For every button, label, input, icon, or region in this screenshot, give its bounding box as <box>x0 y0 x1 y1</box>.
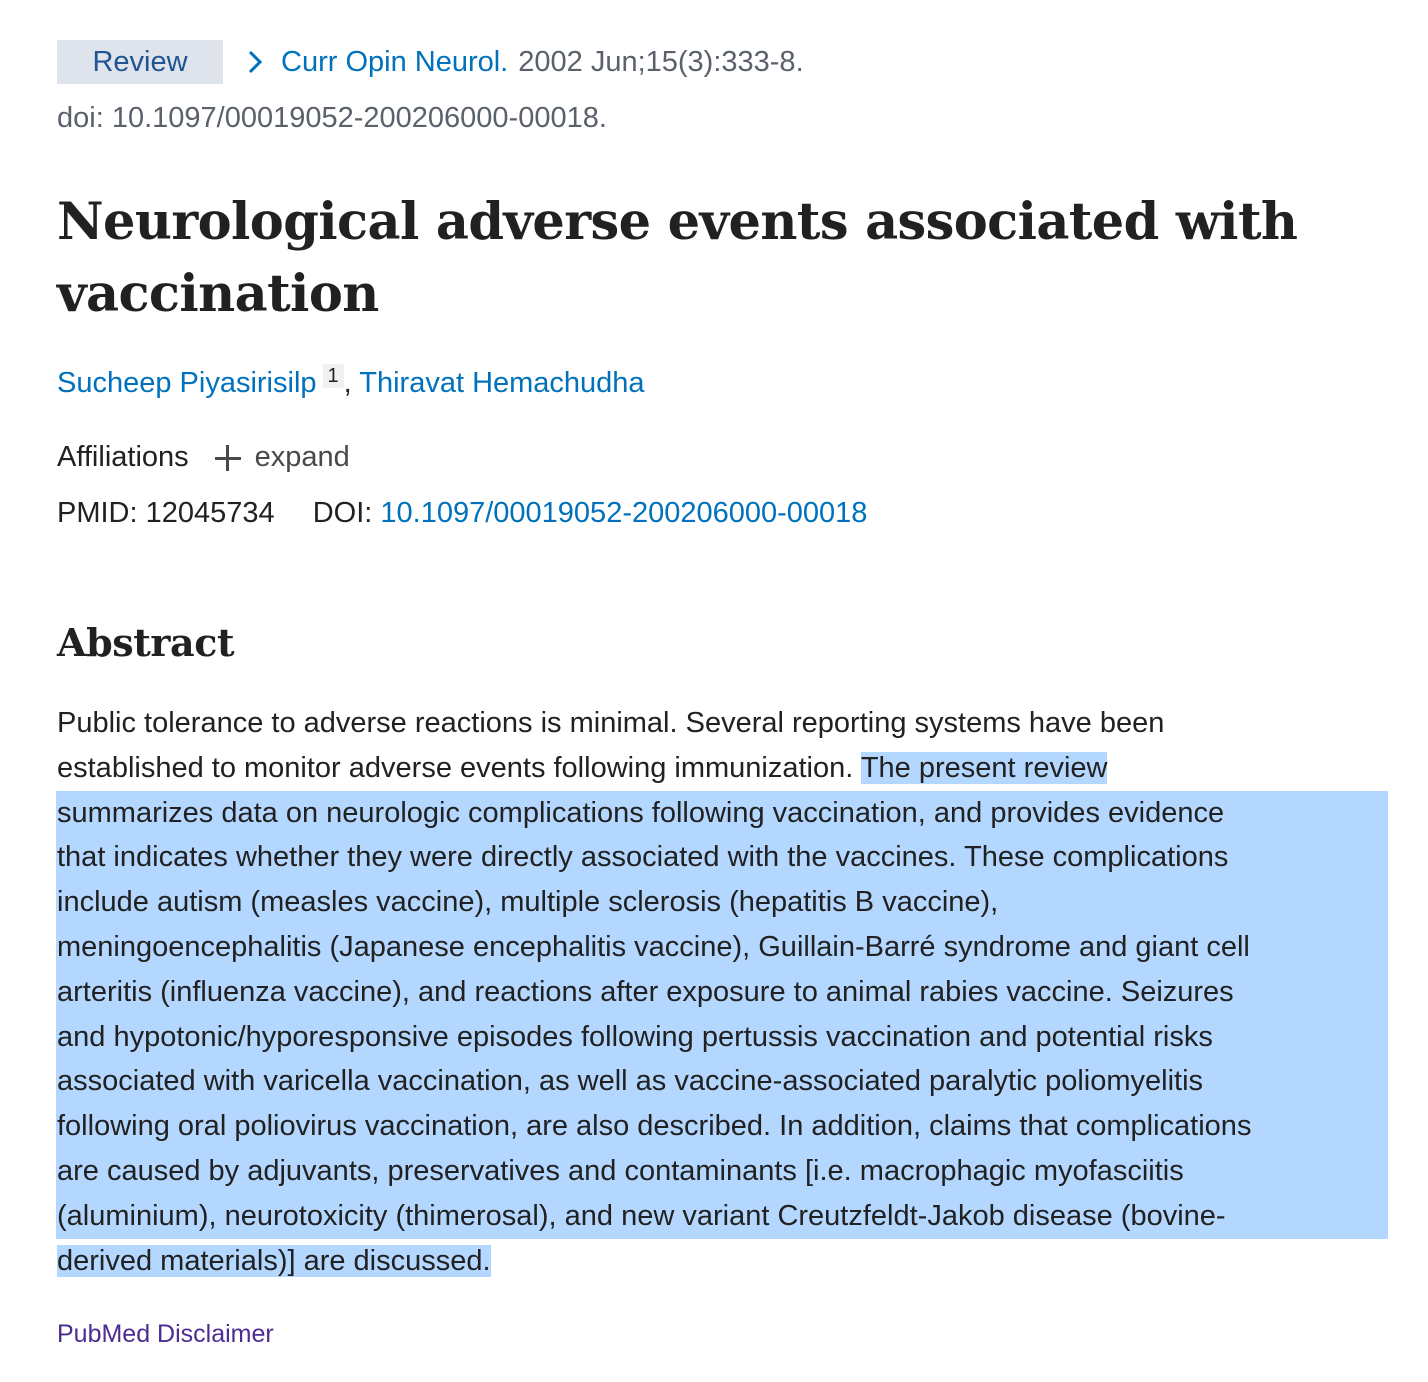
abstract-line-selected: derived materials)] are discussed. <box>57 1244 491 1277</box>
pubmed-disclaimer-link[interactable]: PubMed Disclaimer <box>57 1320 274 1348</box>
abstract-line-selected: arteritis (influenza vaccine), and reactions after exposure to animal rabies vaccine. Seizures <box>56 970 1388 1015</box>
affiliations-expand-button[interactable] <box>215 441 350 474</box>
citation-line <box>57 40 804 84</box>
abstract-heading: Abstract <box>57 620 235 665</box>
affiliations-row <box>57 441 350 474</box>
author-link[interactable]: Thiravat Hemachudha <box>359 367 645 399</box>
abstract-line-selected: (aluminium), neurotoxicity (thimerosal), and new variant Creutzfeldt-Jakob disease (bovine- <box>56 1194 1388 1239</box>
abstract-line-unselected: established to monitor adverse events following immunization. <box>57 751 861 784</box>
pmid-value: 12045734 <box>145 497 275 529</box>
abstract-line-selected: meningoencephalitis (Japanese encephalitis vaccine), Guillain-Barré syndrome and giant cell <box>56 925 1388 970</box>
article-title: Neurological adverse events associated with vaccination <box>57 192 1298 324</box>
abstract-line-selected: and hypotonic/hyporesponsive episodes following pertussis vaccination and potential risks <box>56 1015 1388 1060</box>
author-list <box>57 364 645 400</box>
plus-icon <box>215 445 241 471</box>
affiliations-label: Affiliations <box>57 441 189 473</box>
abstract-line-selected: following oral poliovirus vaccination, are also described. In addition, claims that complications <box>56 1104 1388 1149</box>
abstract-line-selected: are caused by adjuvants, preservatives and contaminants [i.e. macrophagic myofasciitis <box>56 1149 1388 1194</box>
abstract-line <box>57 746 1397 791</box>
pmid-label: PMID: <box>57 497 138 529</box>
identifiers-row <box>57 497 867 530</box>
author-link[interactable]: Sucheep Piyasirisilp <box>57 367 317 399</box>
doi-label: DOI: <box>312 497 373 529</box>
author-separator: , <box>343 367 352 399</box>
abstract-line: Public tolerance to adverse reactions is minimal. Several reporting systems have been <box>57 707 1165 739</box>
citation-date-volume: 2002 Jun;15(3):333-8. <box>518 45 804 78</box>
doi-link[interactable]: 10.1097/00019052-200206000-00018 <box>380 497 868 529</box>
journal-link[interactable]: Curr Opin Neurol. <box>281 45 509 78</box>
abstract-text <box>57 701 1397 1283</box>
citation-doi: doi: 10.1097/00019052-200206000-00018. <box>57 102 607 134</box>
abstract-line-selected: include autism (measles vaccine), multiple sclerosis (hepatitis B vaccine), <box>56 880 1388 925</box>
abstract-line-selected: associated with varicella vaccination, as well as vaccine-associated paralytic poliomyelitis <box>56 1059 1388 1104</box>
abstract-line-selected: summarizes data on neurologic complications following vaccination, and provides evidence <box>56 791 1388 836</box>
abstract-line-selected: that indicates whether they were directly associated with the vaccines. These complications <box>56 835 1388 880</box>
abstract-line-last <box>57 1239 1397 1284</box>
publication-type-badge[interactable]: Review <box>57 40 223 84</box>
chevron-right-icon[interactable] <box>245 40 279 84</box>
expand-label: expand <box>254 441 350 473</box>
affiliation-ref-button[interactable]: 1 <box>323 364 344 388</box>
abstract-line-selected: The present review <box>860 751 1108 784</box>
